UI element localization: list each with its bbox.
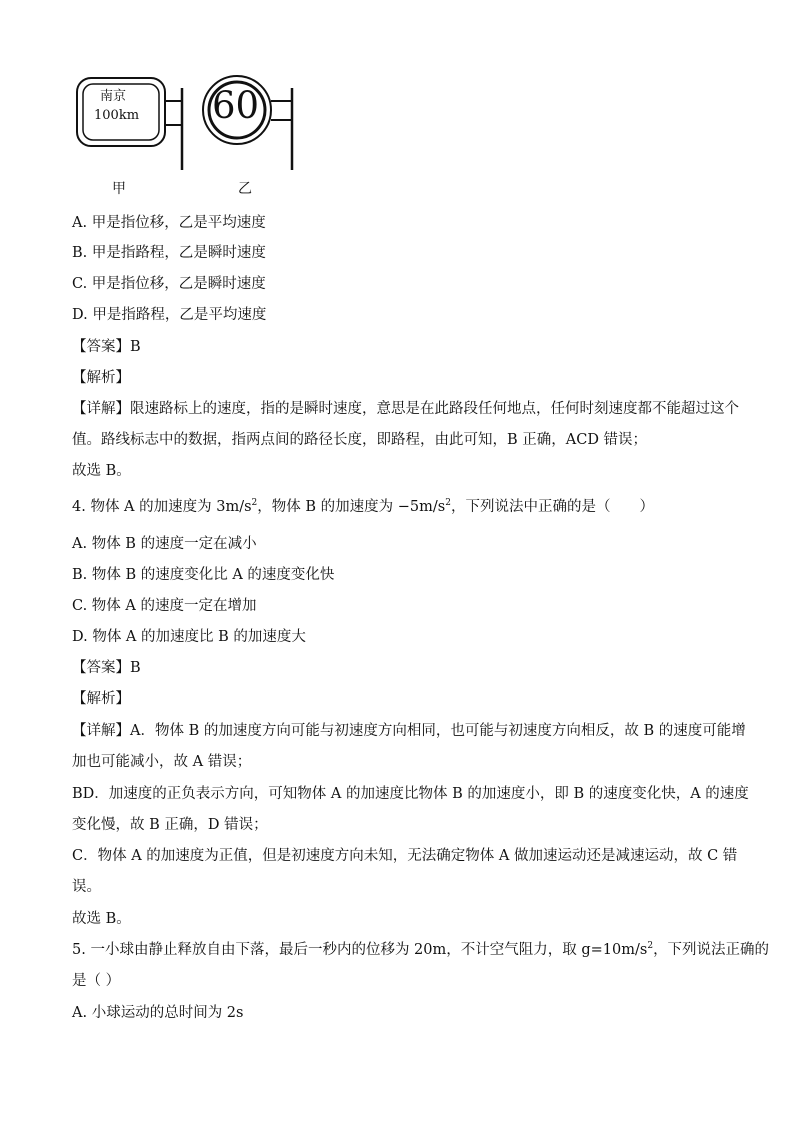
sign-jia-line2: 100km — [94, 108, 140, 123]
q5-superscript: 2 — [647, 941, 654, 952]
q4-conclusion: 故选 B。 — [72, 911, 131, 927]
q3-option-c: C. 甲是指位移，乙是瞬时速度 — [72, 276, 266, 292]
road-sign-figure — [72, 74, 312, 199]
q4-detail-line4: 变化慢，故 B 正确，D 错误； — [72, 817, 268, 833]
q3-conclusion: 故选 B。 — [72, 463, 131, 479]
q4-option-a: A. 物体 B 的速度一定在减小 — [72, 536, 257, 552]
q5-stem-line1 — [72, 940, 770, 960]
q5-stem-line2: 是（ ） — [72, 973, 121, 989]
sign-yi-number: 60 — [212, 84, 260, 127]
q4-superscript-2: 2 — [445, 498, 451, 509]
q3-option-a: A. 甲是指位移，乙是平均速度 — [72, 215, 266, 231]
q3-detail-line2: 值。路线标志中的数据，指两点间的路径长度，即路程，由此可知，B 正确，ACD 错误； — [72, 432, 648, 448]
q4-superscript-1: 2 — [251, 498, 258, 509]
q4-stem-part-c: ，下列说法中正确的是（ ） — [450, 499, 654, 515]
q3-answer: 【答案】B — [72, 339, 141, 355]
q4-stem-part-b: ，物体 B 的加速度为 −5m/s — [257, 499, 446, 515]
q4-detail-line3: BD．加速度的正负表示方向，可知物体 A 的加速度比物体 B 的加速度小，即 B 的速度变化快，A 的速度 — [72, 786, 749, 802]
q5-stem-part-b: ，下列说法正确的 — [653, 942, 770, 958]
q4-option-b: B. 物体 B 的速度变化比 A 的速度变化快 — [72, 567, 335, 583]
q4-stem — [72, 497, 732, 517]
q5-stem-part-a: 5. 一小球由静止释放自由下落，最后一秒内的位移为 20m，不计空气阻力，取 g=10m/s — [72, 942, 648, 958]
q3-option-d: D. 甲是指路程，乙是平均速度 — [72, 307, 267, 323]
q4-detail-line2: 加也可能减小，故 A 错误； — [72, 754, 252, 770]
q4-answer: 【答案】B — [72, 660, 141, 676]
q4-detail-line1: 【详解】A．物体 B 的加速度方向可能与初速度方向相同，也可能与初速度方向相反，故 B 的速度可能增 — [72, 723, 746, 739]
q4-option-c: C. 物体 A 的速度一定在增加 — [72, 598, 257, 614]
q3-option-b: B. 甲是指路程，乙是瞬时速度 — [72, 245, 266, 261]
q5-option-a: A. 小球运动的总时间为 2s — [72, 1005, 244, 1021]
q3-analysis-heading: 【解析】 — [72, 370, 130, 386]
q4-detail-line5: C．物体 A 的加速度为正值，但是初速度方向未知，无法确定物体 A 做加速运动还是减速运动，故 C 错 — [72, 848, 738, 864]
q4-option-d: D. 物体 A 的加速度比 B 的加速度大 — [72, 629, 306, 645]
q3-detail-line1: 【详解】限速路标上的速度，指的是瞬时速度，意思是在此路段任何地点，任何时刻速度都不能超过这个 — [72, 401, 739, 417]
sign-jia-line1: 南京 — [100, 89, 127, 104]
q4-analysis-heading: 【解析】 — [72, 691, 130, 707]
q4-stem-part-a: 4. 物体 A 的加速度为 3m/s — [72, 499, 252, 515]
q4-detail-line6: 误。 — [72, 879, 101, 895]
sign-jia-caption: 甲 — [112, 181, 126, 197]
sign-yi-caption: 乙 — [238, 181, 252, 197]
